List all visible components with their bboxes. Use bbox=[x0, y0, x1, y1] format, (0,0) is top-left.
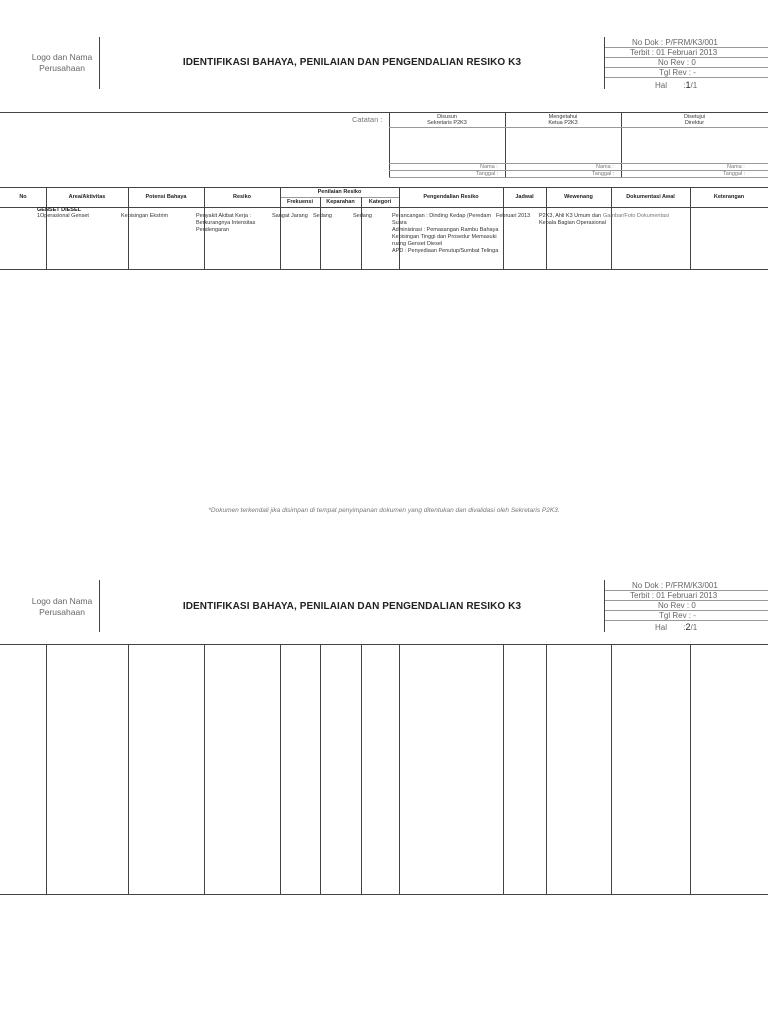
page-separator: : bbox=[683, 81, 686, 90]
approval-title: Ketua P2K3 bbox=[548, 120, 578, 126]
approval-title: Direktur bbox=[684, 120, 705, 126]
col-header-remarks: Keterangan bbox=[713, 194, 745, 200]
col-header-hazard: Potensi Bahaya bbox=[145, 194, 187, 200]
cell-documentation: Gambar/Foto Dokumentasi bbox=[603, 213, 670, 219]
approval-col-prepared bbox=[389, 114, 505, 126]
doc-number: No Dok : P/FRM/K3/001 bbox=[632, 581, 718, 590]
cell-no: 1 bbox=[37, 213, 41, 219]
page-label: Hal bbox=[655, 623, 668, 632]
company-logo-placeholder: Logo dan Nama Perusahaan bbox=[31, 52, 93, 73]
cell-authority: P2K3, Ahli K3 Umum dan Kepala Bagian Operasional bbox=[539, 213, 606, 226]
group-label: GENSET DIESEL bbox=[37, 207, 82, 213]
col-header-control: Pengendalian Resiko bbox=[423, 194, 479, 200]
page-separator: : bbox=[683, 623, 686, 632]
page-label: Hal bbox=[655, 81, 668, 90]
page-total: /1 bbox=[690, 623, 698, 632]
cell-risk: Penyakit Akibat Kerja : Berkurangnya Intensitas Pendengaran bbox=[196, 213, 256, 233]
approval-role: Disetujui bbox=[683, 114, 706, 120]
col-header-no: No bbox=[19, 194, 27, 200]
col-header-area: Area/Aktivitas bbox=[68, 194, 106, 200]
approval-title: Sekretaris P2K3 bbox=[427, 120, 467, 126]
revision-date: Tgl Rev : - bbox=[659, 611, 696, 620]
col-header-documentation: Dokumentasi Awal bbox=[626, 194, 675, 200]
page-total: /1 bbox=[690, 81, 698, 90]
page-number: 1 bbox=[685, 80, 691, 90]
col-header-assessment: Penilaian Resiko bbox=[317, 189, 362, 195]
page-indicator bbox=[655, 80, 697, 90]
name-label: Nama : bbox=[727, 164, 745, 170]
document-title: IDENTIFIKASI BAHAYA, PENILAIAN DAN PENGENDALIAN RESIKO K3 bbox=[182, 601, 522, 612]
cell-severity: Sedang bbox=[313, 213, 332, 219]
date-label: Tanggal : bbox=[476, 171, 499, 177]
page-indicator bbox=[655, 622, 697, 632]
col-header-frequency: Frekuensi bbox=[287, 199, 313, 205]
revision-number: No Rev : 0 bbox=[658, 58, 696, 67]
approval-role: Mengetahui bbox=[548, 114, 578, 120]
cell-area: Operasional Genset bbox=[40, 213, 89, 219]
cell-category: Sedang bbox=[353, 213, 372, 219]
document-control-note: *Dokumen terkendali jika disimpan di tempat penyimpanan dokumen yang ditentukan dan divalidasi oleh Sekretaris P2K3. bbox=[208, 507, 560, 514]
col-header-category: Kategori bbox=[368, 199, 392, 205]
approval-col-acknowledged bbox=[505, 114, 621, 126]
document-title: IDENTIFIKASI BAHAYA, PENILAIAN DAN PENGENDALIAN RESIKO K3 bbox=[182, 57, 522, 68]
issue-date: Terbit : 01 Februari 2013 bbox=[630, 48, 718, 57]
doc-number: No Dok : P/FRM/K3/001 bbox=[632, 38, 718, 47]
col-header-authority: Wewenang bbox=[564, 194, 593, 200]
company-logo-placeholder: Logo dan Nama Perusahaan bbox=[31, 596, 93, 617]
col-header-severity: Keparahan bbox=[326, 199, 355, 205]
notes-label: Catatan : bbox=[352, 115, 383, 124]
control-ppe: APD : Penyediaan Penutup/Sumbat Telinga bbox=[392, 248, 499, 254]
col-header-schedule: Jadwal bbox=[515, 194, 534, 200]
cell-schedule: Februari 2013 bbox=[496, 213, 531, 219]
control-engineering: Perancangan : Dinding Kedap (Peredam Suara bbox=[392, 213, 492, 226]
date-label: Tanggal : bbox=[592, 171, 615, 177]
cell-frequency: Sangat Jarang bbox=[272, 213, 308, 219]
issue-date: Terbit : 01 Februari 2013 bbox=[630, 591, 718, 600]
control-administrative: Administrasi : Pemasangan Rambu Bahaya Kebisingan Tinggi dan Prosedur Memasuki ruang Genset Diesel bbox=[392, 227, 499, 247]
approval-role: Disusun bbox=[437, 114, 457, 120]
revision-date: Tgl Rev : - bbox=[659, 68, 696, 77]
cell-hazard: Kebisingan Ekstrim bbox=[121, 213, 169, 219]
name-label: Nama : bbox=[480, 164, 498, 170]
page-number: 2 bbox=[685, 622, 691, 632]
name-label: Nama : bbox=[596, 164, 614, 170]
col-header-risk: Resiko bbox=[232, 194, 252, 200]
cell-control bbox=[392, 213, 500, 255]
date-label: Tanggal : bbox=[723, 171, 746, 177]
approval-col-approved bbox=[621, 114, 768, 126]
revision-number: No Rev : 0 bbox=[658, 601, 696, 610]
